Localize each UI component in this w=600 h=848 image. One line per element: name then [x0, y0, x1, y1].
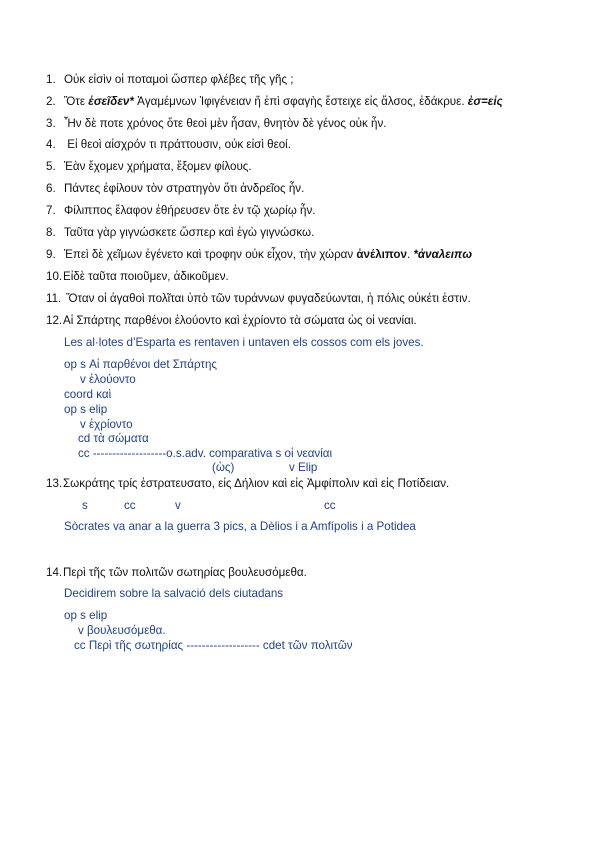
sentence-6: 6. Πάντες ἐφίλουν τὸν στρατηγὸν ὅτι ἀνδρεῖος ἦν. [46, 182, 305, 195]
translation-13: Sòcrates va anar a la guerra 3 pics, a Dèlios i a Amfípolis i a Potidea [64, 520, 416, 533]
analysis-12-hos: (ὡς) [212, 461, 235, 474]
analysis-14-line-2: v βουλευσόμεθα. [78, 624, 166, 637]
analysis-13-label-v: v [175, 499, 181, 512]
analysis-12-line-4: op s elip [64, 403, 108, 416]
sentence-11: 11. Ὅταν οἱ ἀγαθοὶ πολῖται ὑπὸ τῶν τυράννων φυγαδεύωνται, ἡ πόλις οὐκέτι ἐστιν. [46, 292, 471, 305]
sentence-9: 9. Ἐπεὶ δὲ χεῖμων ἐγένετο καὶ τροφην οὐκ εἶχον, τὴν χώραν ἀνέλιπον. *ἀναλειπω [46, 248, 473, 261]
sentence-8: 8. Ταῦτα γὰρ γιγνώσκετε ὥσπερ καὶ ἐγὼ γιγνώσκω. [46, 226, 315, 239]
analysis-13-label-cc2: cc [324, 499, 336, 512]
sentence-7: 7. Φίλιππος ἔλαφον ἐθήρευσεν ὅτε ἐν τῷ χωρίῳ ἦν. [46, 204, 316, 217]
sentence-1: 1. Οὐκ εἰσὶν οἱ ποταμοὶ ὥσπερ φλέβες τῆς γῆς ; [46, 73, 294, 86]
sentence-14: 14.Περὶ τῆς τῶν πολιτῶν σωτηρίας βουλευσόμεθα. [46, 566, 307, 579]
analysis-12-line-2: v ἐλούοντο [80, 373, 136, 386]
sentence-12: 12.Αἱ Σπάρτης παρθένοι ἐλούοντο καὶ ἐχρίοντο τὰ σώματα ὡς οἱ νεανίαι. [46, 314, 417, 327]
sentence-10: 10.Εἰδὲ ταῦτα ποιοῦμεν, ἀδικοῦμεν. [46, 270, 229, 283]
analysis-12-line-1: op s Αἱ παρθένοι det Σπάρτης [64, 358, 217, 371]
translation-14: Decidirem sobre la salvació dels ciutadans [64, 587, 284, 600]
sentence-3: 3. Ἦν δὲ ποτε χρόνος ὅτε θεοὶ μὲν ἦσαν, θνητὸν δὲ γένος οὐκ ἦν. [46, 117, 387, 130]
analysis-12-line-6: cd τὰ σώματα [78, 432, 149, 445]
analysis-12-verb-elip: v Elip [289, 461, 318, 474]
analysis-12-line-5: v ἐχρίοντο [80, 418, 133, 431]
sentence-5: 5. Ἐὰν ἔχομεν χρήματα, ἔξομεν φίλους. [46, 160, 252, 173]
analysis-14-line-3: cc Περὶ τῆς σωτηρίας ------------------- cdet τῶν πολιτῶν [74, 639, 353, 652]
analysis-12-line-3: coord καὶ [64, 388, 112, 401]
sentence-13: 13.Σωκράτης τρίς ἐστρατευσατο, εἰς Δήλιον καὶ εἰς Ἀμφίπολιν καὶ εἰς Ποτίδειαν. [46, 477, 450, 490]
translation-12: Les al·lotes d’Esparta es rentaven i untaven els cossos com els joves. [64, 336, 424, 349]
sentence-4: 4. Εἰ θεοὶ αἰσχρόν τι πράττουσιν, οὐκ εἰσὶ θεοί. [46, 138, 291, 151]
analysis-13-label-cc1: cc [124, 499, 136, 512]
analysis-13-label-s: s [82, 499, 88, 512]
sentence-2: 2. Ὅτε ἐσεῖδεν* Ἀγαμέμνων Ἰφιγένειαν ἤ ἐπὶ σφαγὴς ἔστειχε εἰς ἄλσος, ἐδάκρυε. ἐσ=εἰς [46, 95, 503, 108]
analysis-12-line-7: cc -------------------o.s.adv. comparativa s οἱ νεανίαι [78, 447, 333, 460]
analysis-14-line-1: op s elip [64, 609, 108, 622]
